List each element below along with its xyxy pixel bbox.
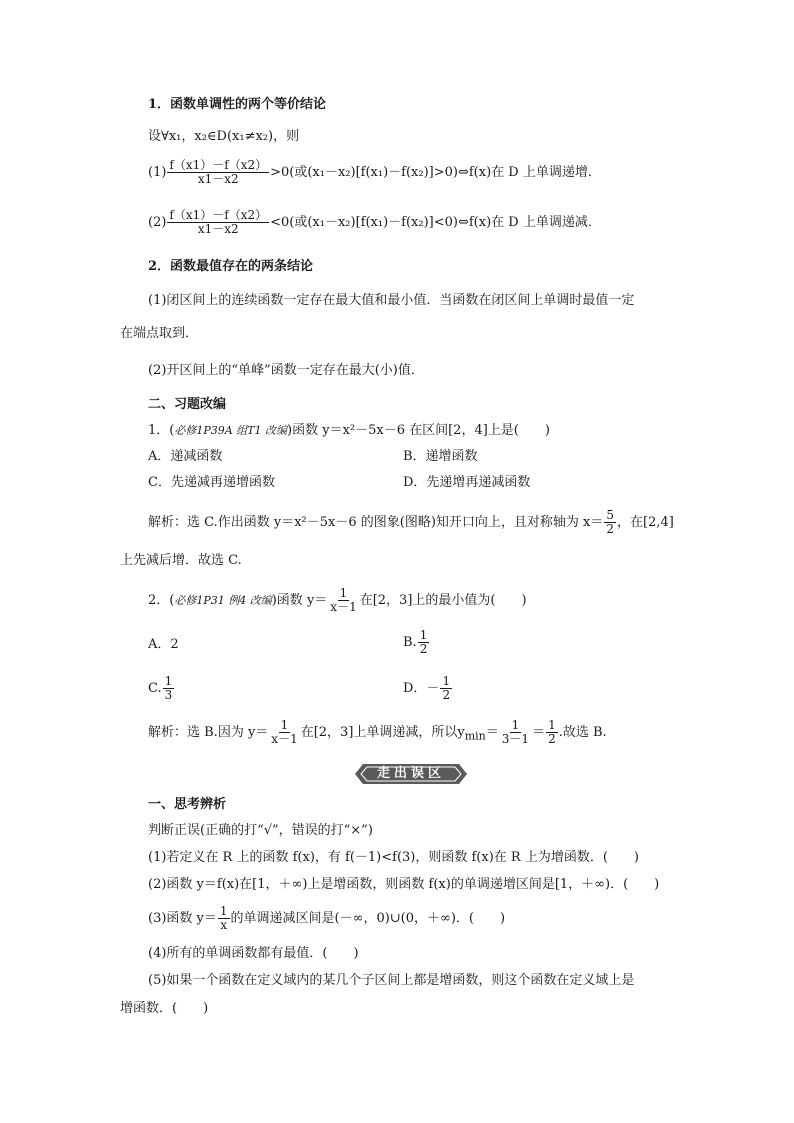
judgement-item-4: (4)所有的单调函数都有最值．( ) xyxy=(148,946,359,961)
fraction-denominator: 2 xyxy=(442,688,451,702)
option-fraction xyxy=(440,675,452,702)
q2-option-a: A．2 xyxy=(148,637,179,652)
answer-text-end: ，在[2,4] xyxy=(617,515,674,530)
q1-option-d: D．先递增再递减函数 xyxy=(403,475,531,490)
equals-sign: ＝ xyxy=(532,725,546,740)
extrema-point-1-line1: (1)闭区间上的连续函数一定存在最大值和最小值．当函数在闭区间上单调时最值一定 xyxy=(148,293,635,308)
fraction-numerator: 1 xyxy=(419,628,428,642)
question-text: )函数 y＝x²－5x－6 在区间[2，4]上是( ) xyxy=(287,423,550,438)
option-fraction xyxy=(418,629,430,656)
fraction-denominator: 3－1 xyxy=(501,732,530,746)
judgement-item-5-line1: (5)如果一个函数在定义域内的某几个子区间上都是增函数，则这个函数在定义域上是 xyxy=(148,973,635,988)
answer-fraction-3 xyxy=(546,719,558,746)
conclusion-2-rest: <0(或(x₁－x₂)[f(x₁)－f(x₂)]<0)⇔f(x)在 D 上单调递减． xyxy=(270,215,601,230)
conclusion-2-fraction xyxy=(167,209,269,236)
question-2-stem xyxy=(148,586,527,616)
section-banner xyxy=(355,764,467,784)
section-title-extrema: 2．函数最值存在的两条结论 xyxy=(148,259,314,274)
conclusion-1-fraction xyxy=(167,159,269,186)
conclusion-2 xyxy=(148,208,601,238)
axis-fraction xyxy=(604,509,616,536)
conclusion-2-prefix: (2) xyxy=(148,215,167,230)
fraction-denominator: 2 xyxy=(548,732,556,746)
option-label: D．－ xyxy=(403,681,440,696)
fraction-denominator: x1－x2 xyxy=(197,172,239,186)
judgement-intro: 判断正误(正确的打“√”，错误的打“×”) xyxy=(148,823,373,838)
extrema-point-2: (2)开区间上的“单峰”函数一定存在最大(小)值． xyxy=(148,363,424,378)
conclusion-1-rest: >0(或(x₁－x₂)[f(x₁)－f(x₂)]>0)⇔f(x)在 D 上单调递增． xyxy=(270,165,601,180)
reflection-heading: 一、思考辨析 xyxy=(148,797,227,812)
q1-option-b: B．递增函数 xyxy=(403,449,478,464)
fraction-numerator: 1 xyxy=(219,904,228,918)
item-fraction xyxy=(218,905,230,932)
judgement-item-3 xyxy=(148,904,505,934)
item-text-end: 的单调递减区间是(－∞，0)∪(0，＋∞)．( ) xyxy=(230,911,506,926)
q1-answer-line2: 上先减后增．故选 C. xyxy=(120,553,242,568)
min-subscript: min xyxy=(464,729,486,743)
premise-line: 设∀x₁，x₂∈D(x₁≠x₂)，则 xyxy=(148,129,300,144)
answer-text: 解析：选 B.因为 y＝ xyxy=(148,725,269,740)
conclusion-1-prefix: (1) xyxy=(148,165,167,180)
equals-sign: ＝ xyxy=(485,725,499,740)
answer-fraction-1 xyxy=(269,719,299,746)
extrema-point-1-line2: 在端点取到． xyxy=(120,326,199,341)
q2-option-b xyxy=(403,628,430,658)
q1-answer-line1 xyxy=(148,508,674,538)
fraction-numerator: 1 xyxy=(164,674,173,688)
judgement-item-1: (1)若定义在 R 上的函数 f(x)，有 f(－1)<f(3)，则函数 f(x)在 R 上为增函数．( ) xyxy=(148,850,639,865)
q2-option-d xyxy=(403,674,453,704)
fraction-numerator: f（x1）－f（x2） xyxy=(169,158,268,172)
section-title-monotonicity: 1．函数单调性的两个等价结论 xyxy=(148,97,327,112)
q2-answer xyxy=(148,718,607,752)
option-label: B. xyxy=(403,635,417,650)
question-source: 必修1P39A 组T1 改编 xyxy=(174,424,288,437)
question-number: 2．( xyxy=(148,593,175,608)
fraction-denominator: 2 xyxy=(419,642,428,656)
fraction-denominator: 2 xyxy=(606,522,615,536)
answer-text-mid: 在[2，3]上单调递减，所以y xyxy=(300,725,465,740)
question-1-stem xyxy=(148,422,550,440)
question-source: 必修1P31 例4 改编 xyxy=(174,594,272,607)
item-text: (3)函数 y＝ xyxy=(148,911,217,926)
fraction-numerator: 1 xyxy=(280,718,289,732)
fraction-numerator: 1 xyxy=(548,718,556,732)
exercises-heading: 二、习题改编 xyxy=(148,397,227,412)
question-number: 1．( xyxy=(148,423,175,438)
q1-option-c: C．先递减再递增函数 xyxy=(148,475,275,490)
answer-text: 解析：选 C.作出函数 y＝x²－5x－6 的图象(图略)知开口向上，且对称轴为 x＝ xyxy=(148,515,604,530)
q1-option-a: A．递减函数 xyxy=(148,449,223,464)
fraction-numerator: 1 xyxy=(339,586,348,600)
fraction-denominator: x xyxy=(220,918,228,932)
judgement-item-2: (2)函数 y＝f(x)在[1，＋∞)上是增函数，则函数 f(x)的单调递增区间是[1，＋∞)．( ) xyxy=(148,877,660,892)
fraction-numerator: 1 xyxy=(511,718,520,732)
answer-fraction-2 xyxy=(500,719,531,746)
conclusion-1 xyxy=(148,158,601,188)
q2-option-c xyxy=(148,674,175,704)
question-fraction xyxy=(328,587,358,614)
fraction-numerator: 5 xyxy=(606,508,615,522)
fraction-denominator: x－1 xyxy=(330,600,357,614)
fraction-numerator: f（x1）－f（x2） xyxy=(169,208,268,222)
banner-label: 走出误区 xyxy=(376,766,445,781)
fraction-denominator: x－1 xyxy=(271,732,298,746)
answer-text-end: .故选 B. xyxy=(558,725,607,740)
question-text: )函数 y＝ xyxy=(271,593,328,608)
fraction-denominator: 3 xyxy=(164,688,173,702)
judgement-item-5-line2: 增函数．( ) xyxy=(120,1001,209,1016)
option-fraction xyxy=(163,675,175,702)
option-label: C. xyxy=(148,681,162,696)
question-text-end: 在[2，3]上的最小值为( ) xyxy=(359,593,527,608)
fraction-numerator: 1 xyxy=(442,674,451,688)
fraction-denominator: x1－x2 xyxy=(197,222,239,236)
